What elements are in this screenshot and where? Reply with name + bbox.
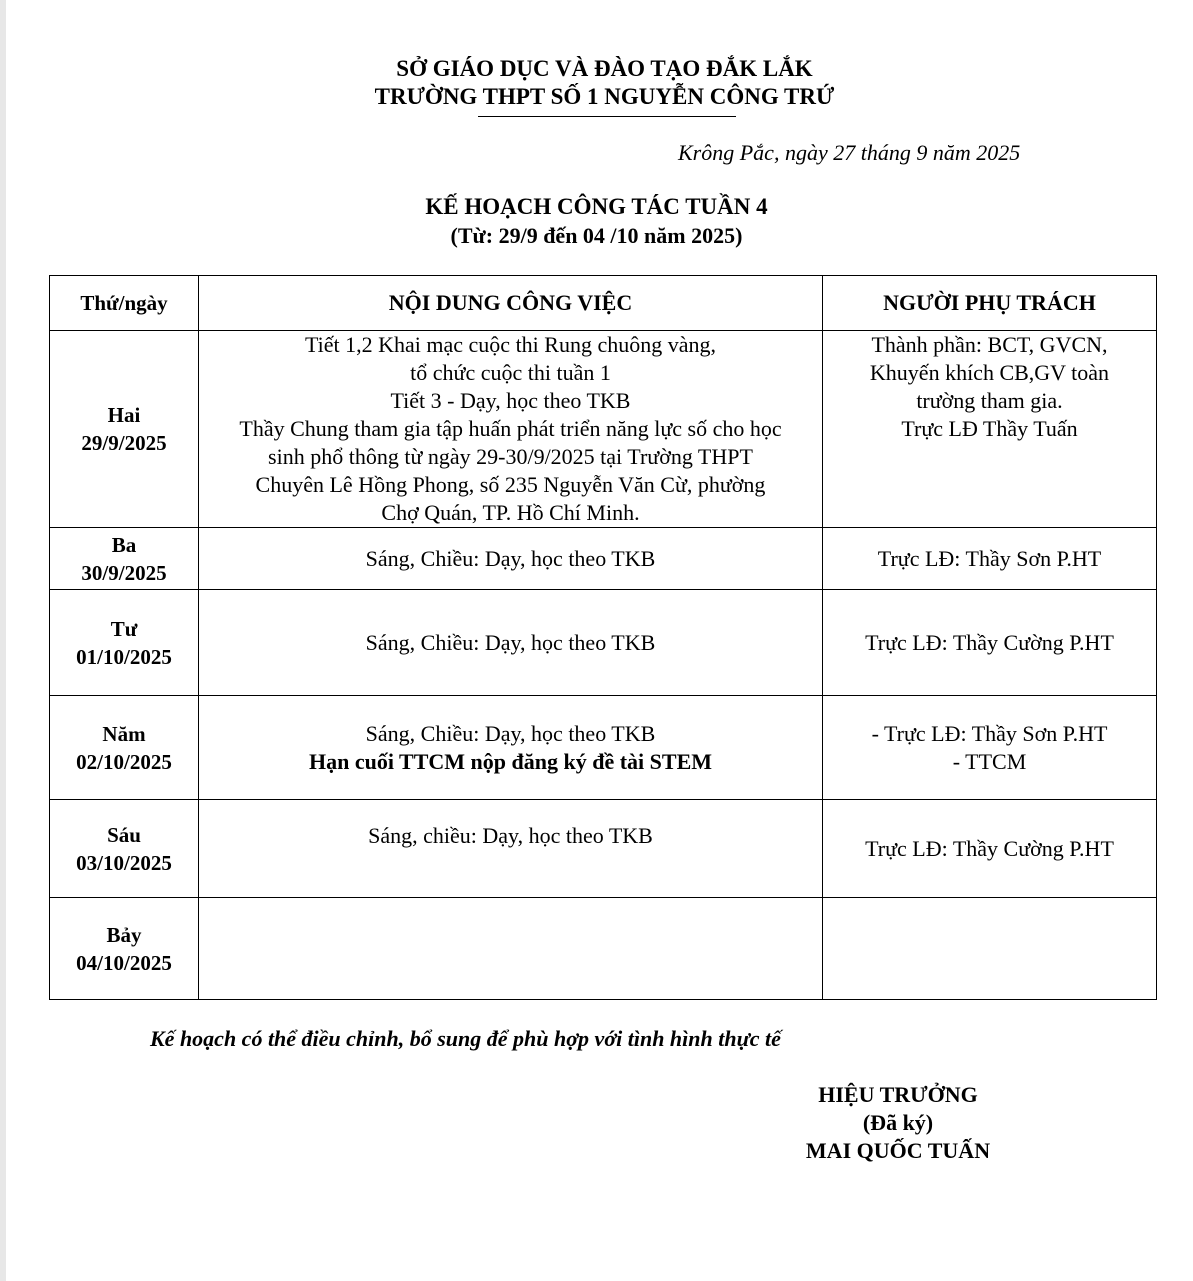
day-cell	[50, 528, 199, 590]
person-cell	[823, 696, 1157, 800]
content-line: Tiết 1,2 Khai mạc cuộc thi Rung chuông vàng,	[304, 332, 717, 357]
header-underline	[478, 116, 736, 117]
content-line: Chuyên Lê Hồng Phong, số 235 Nguyễn Văn Cừ, phường	[255, 472, 766, 497]
department-name: SỞ GIÁO DỤC VÀ ĐÀO TẠO ĐẮK LẮK	[396, 56, 813, 81]
content-cell	[199, 590, 823, 696]
table-row	[50, 696, 1157, 800]
weekday: Tư	[110, 616, 138, 641]
person-line: - Trực LĐ: Thầy Sơn P.HT	[871, 720, 1108, 746]
person-line: Trực LĐ: Thầy Sơn P.HT	[877, 545, 1102, 571]
content-cell	[199, 528, 823, 590]
content-cell	[199, 898, 823, 1000]
signature-status: (Đã ký)	[862, 1110, 934, 1135]
content-line: Sáng, Chiều: Dạy, học theo TKB	[365, 720, 656, 746]
person-line: Thành phần: BCT, GVCN,	[871, 332, 1108, 357]
day-cell	[50, 331, 199, 528]
school-name: TRƯỜNG THPT SỐ 1 NGUYỄN CÔNG TRỨ	[374, 84, 835, 109]
stem-deadline: Hạn cuối TTCM nộp đăng ký đề tài STEM	[308, 748, 713, 774]
content-line: Tiết 3 - Dạy, học theo TKB	[390, 388, 631, 413]
person-cell	[823, 590, 1157, 696]
schedule-table	[49, 275, 1157, 1000]
content-line: tổ chức cuộc thi tuần 1	[410, 360, 611, 385]
content-cell	[199, 331, 823, 528]
weekday: Ba	[111, 532, 137, 557]
date: 03/10/2025	[76, 850, 172, 875]
content-line: Sáng, Chiều: Dạy, học theo TKB	[365, 545, 656, 571]
signature-role: HIỆU TRƯỞNG	[818, 1082, 978, 1107]
date: 04/10/2025	[76, 950, 172, 975]
table-row	[50, 528, 1157, 590]
weekday: Hai	[107, 403, 141, 427]
weekday: Sáu	[107, 822, 141, 847]
adjustment-note: Kế hoạch có thể điều chỉnh, bổ sung để phù hợp với tình hình thực tế	[150, 1026, 781, 1051]
weekday: Năm	[102, 721, 146, 746]
date: 01/10/2025	[76, 644, 172, 669]
date: 29/9/2025	[81, 431, 167, 455]
page-edge	[0, 0, 6, 1281]
signature-name: MAI QUỐC TUẤN	[805, 1138, 991, 1163]
day-cell	[50, 590, 199, 696]
person-line: Khuyến khích CB,GV toàn	[869, 360, 1110, 385]
table-row	[50, 590, 1157, 696]
table-row	[50, 800, 1157, 898]
table-row	[50, 898, 1157, 1000]
content-line: sinh phổ thông từ ngày 29-30/9/2025 tại Trường THPT	[268, 444, 753, 469]
person-cell	[823, 800, 1157, 898]
table-row	[50, 331, 1157, 528]
document-title: KẾ HOẠCH CÔNG TÁC TUẦN 4	[425, 194, 768, 219]
header-content: NỘI DUNG CÔNG VIỆC	[199, 276, 823, 331]
place-date: Krông Pắc, ngày 27 tháng 9 năm 2025	[678, 140, 1021, 165]
document-subtitle: (Từ: 29/9 đến 04 /10 năm 2025)	[450, 223, 743, 248]
header-day: Thứ/ngày	[50, 276, 199, 331]
content-cell	[199, 696, 823, 800]
content-line: Thầy Chung tham gia tập huấn phát triển năng lực số cho học	[239, 416, 782, 441]
person-line: - TTCM	[952, 748, 1027, 774]
person-line: Trực LĐ: Thầy Cường P.HT	[865, 629, 1114, 655]
weekday: Bảy	[106, 922, 142, 947]
header-person: NGƯỜI PHỤ TRÁCH	[823, 276, 1157, 331]
person-line: Trực LĐ Thầy Tuấn	[901, 416, 1078, 441]
content-cell	[199, 800, 823, 898]
person-line: trường tham gia.	[916, 388, 1063, 413]
date: 02/10/2025	[76, 749, 172, 774]
table-header-row	[50, 276, 1157, 331]
person-cell	[823, 898, 1157, 1000]
date: 30/9/2025	[81, 560, 167, 585]
person-line: Trực LĐ: Thầy Cường P.HT	[865, 835, 1114, 861]
person-cell	[823, 331, 1157, 528]
day-cell	[50, 800, 199, 898]
person-cell	[823, 528, 1157, 590]
content-line: Sáng, chiều: Dạy, học theo TKB	[368, 823, 653, 848]
content-line: Sáng, Chiều: Dạy, học theo TKB	[365, 629, 656, 655]
day-cell	[50, 898, 199, 1000]
day-cell	[50, 696, 199, 800]
content-line: Chợ Quán, TP. Hồ Chí Minh.	[381, 500, 640, 525]
